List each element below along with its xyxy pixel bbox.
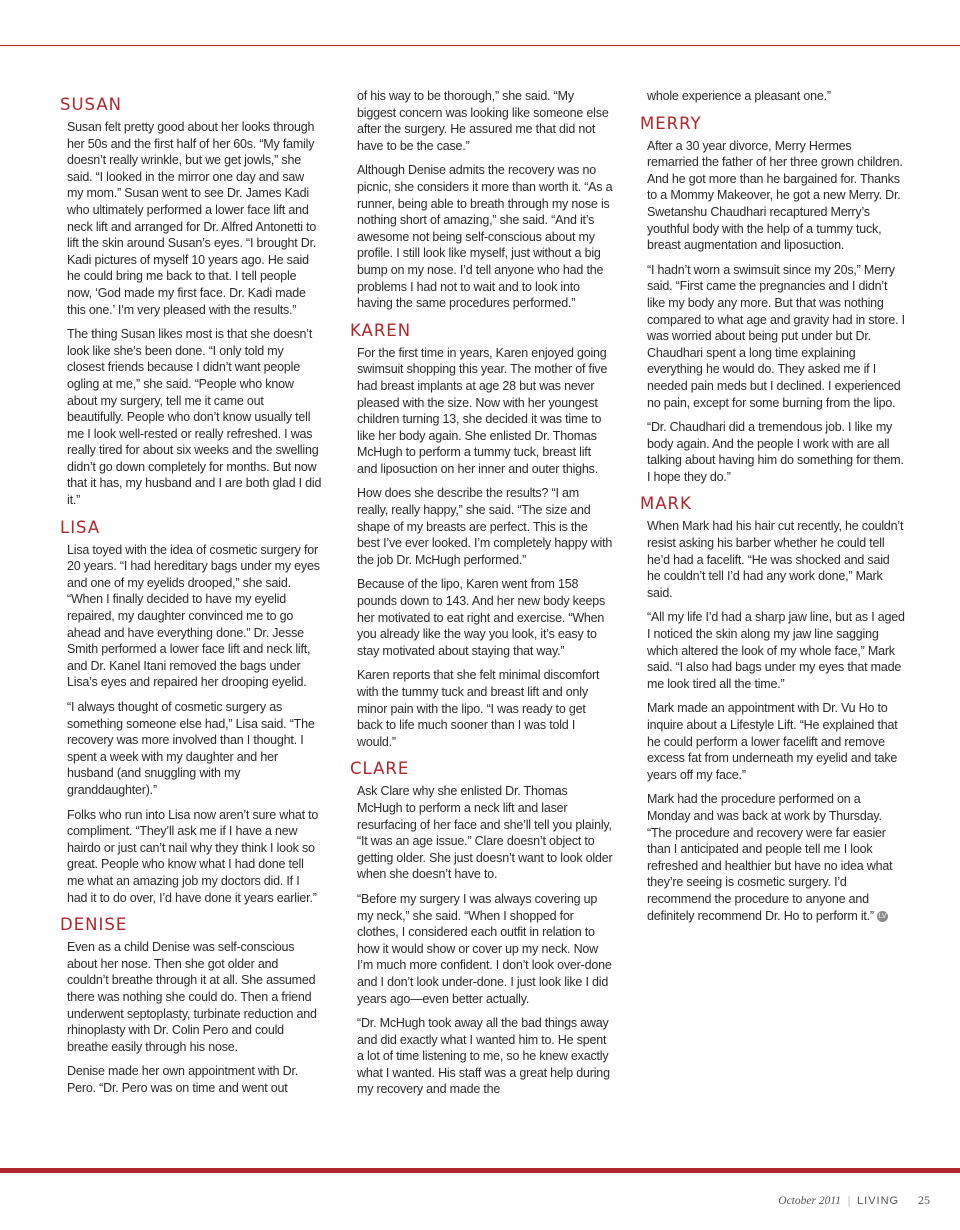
paragraph: Karen reports that she felt minimal discomfort with the tummy tuck and breast lift and only minor pain with the lipo. “I was ready to get back to life much sooner than I was told I would.” (357, 668, 600, 749)
column-2 (350, 88, 613, 1106)
section-title-clare: CLARE (350, 759, 410, 779)
bottom-rule (0, 1168, 960, 1173)
paragraph: Ask Clare why she enlisted Dr. Thomas McHugh to perform a neck lift and laser resurfacing of her face and she’ll tell you plainly, “It was an age issue.” Clare doesn’t object to getting older. She just doesn’t want to look older when she doesn’t have to. (357, 784, 613, 882)
paragraph: How does she describe the results? “I am really, really happy,” she said. “The size and shape of my breasts are perfect. This is the best I’ve ever looked. I’m completely happy with the job Dr. McHugh performed.” (357, 486, 613, 567)
paragraph: “All my life I’d had a sharp jaw line, but as I aged I noticed the skin along my jaw line sagging which altered the look of my whole face,” Mark said. “I also had bags under my eyes that made me look tired all the time.” (647, 610, 905, 691)
paragraph: Mark made an appointment with Dr. Vu Ho to inquire about a Lifestyle Lift. “He explained that he could perform a lower facelift and remove excess fat from underneath my eyelid and take years off my face.” (647, 701, 898, 782)
paragraph: For the first time in years, Karen enjoyed going swimsuit shopping this year. The mother of five had breast implants at age 28 but was never pleased with the size. Now with her youngest children turning 13, she decided it was time to like her body again. She enlisted Dr. Thomas McHugh to perform a tummy tuck, breast lift and liposuction on her inner and outer thighs. (357, 345, 608, 476)
section-title-mark: MARK (640, 494, 692, 514)
paragraph-last (640, 791, 905, 924)
section-title-susan: SUSAN (60, 95, 122, 114)
paragraph: Because of the lipo, Karen went from 158 pounds down to 143. And her new body keeps her motivated to eat right and exercise. “When you already like the way you look, it’s easy to stay motivated about staying that way.” (357, 577, 606, 658)
paragraph: Folks who run into Lisa now aren’t sure what to compliment. “They’ll ask me if I have a new hairdo or just can’t nail why they think I look so great. People who know what I had done tell me what an amazing job my doctors did. If I had it to do over, I’d have done it years earlier.” (67, 807, 319, 905)
paragraph-text: Mark had the procedure performed on a Monday and was back at work by Thursday. “The procedure and recovery were far easier than I anticipated and people tell me I look refreshed and healthier but have no idea what they’re seeing is cosmetic surgery. I’d recommend the procedure to anyone and definitely recommend Dr. Ho to perform it.” (647, 792, 893, 923)
paragraph: Susan felt pretty good about her looks through her 50s and the first half of her 60s. “My family doesn’t really wrinkle, but we get jowls,” she said. “I looked in the mirror one day and saw my mom.” Susan went to see Dr. James Kadi who ultimately performed a lower face lift and neck lift and arranged for Dr. Alfred Antonetti to lift the skin around Susan’s eyes. “I brought Dr. Kadi pictures of myself 10 years ago. He said he could bring me back to that. I tell people now, ‘God made my first face. Dr. Kadi made this one.’ I’m very pleased with the results.” (67, 120, 317, 317)
paragraph: “I hadn’t worn a swimsuit since my 20s,” Merry said. “First came the pregnancies and I didn’t like my body any more. But that was nothing compared to what age and gravity had in store. I was worried about being put under but Dr. Chaudhari spent a long time explaining everything he would do. They asked me if I needed pain meds but I declined. I experienced no pain, except for some burning from the lipo. (647, 262, 905, 410)
section-title-merry: MERRY (640, 113, 702, 133)
paragraph: Denise made her own appointment with Dr. Pero. “Dr. Pero was on time and went out (67, 1064, 299, 1095)
magazine-name: LIVING (857, 1195, 900, 1207)
paragraph: After a 30 year divorce, Merry Hermes remarried the father of her three grown children. And he got more than he bargained for. Thanks to a Mommy Makeover, he got a new Merry. Dr. Swetanshu Chaudhari recaptured Merry’s youthful body with the help of a tummy tuck, breast augmentation and liposuction. (647, 138, 903, 253)
section-title-karen: KAREN (350, 320, 412, 340)
paragraph: When Mark had his hair cut recently, he couldn’t resist asking his barber whether he could tell he’d had a facelift. “He was shocked and said he couldn’t tell I’d had any work done,” Mark said. (647, 519, 904, 600)
paragraph: Even as a child Denise was self-conscious about her nose. Then she got older and couldn’t breathe through it at all. She assumed there was nothing she could do. Then a friend underwent septoplasty, turbinate reduction and rhinoplasty with Dr. Colin Pero and could breathe easily through his nose. (67, 940, 317, 1054)
paragraph: “Dr. McHugh took away all the bad things away and did exactly what I wanted him to. He spent a lot of time listening to me, so he knew exactly what I wanted. His staff was a great help during my recovery and made the (357, 1016, 610, 1097)
section-title-denise: DENISE (60, 915, 128, 935)
issue-date: October 2011 (778, 1195, 841, 1207)
paragraph: Although Denise admits the recovery was no picnic, she considers it more than worth it. “As a runner, being able to breath through my nose is nothing short of amazing,” she said. “And it’s awesome not being self-conscious about my profile. I still look like myself, just without a big bump on my nose. I’d tell anyone who had the problems I had not to wait and to look into having the same procedures performed.” (357, 163, 613, 311)
paragraph: Lisa toyed with the idea of cosmetic surgery for 20 years. “I had hereditary bags under my eyes and one of my eyelids drooped,” she said. “When I finally decided to have my eyelid repaired, my daughter convinced me to go ahead and have everything done.” Dr. Jesse Smith performed a lower face lift and neck lift, and Dr. Kanel Itani removed the bags under Lisa’s eyes and repaired her drooping eyelid. (67, 542, 320, 690)
page-footer (778, 1193, 930, 1208)
paragraph: whole experience a pleasant one.” (647, 89, 831, 103)
paragraph: “Before my surgery I was always covering up my neck,” she said. “When I shopped for clothes, I considered each outfit in relation to how it would show or cover up my neck. Now I’m much more confident. I don’t look over-done and I don’t look under-done. I just look like I did years ago—even better actually. (357, 891, 612, 1006)
page-number: 25 (918, 1193, 930, 1207)
column-1 (60, 88, 322, 1104)
end-mark-icon: LV (878, 912, 887, 920)
paragraph: of his way to be thorough,” she said. “My biggest concern was looking like someone else after the surgery. He assured me that did not have to be the case.” (357, 89, 609, 153)
footer-separator: | (847, 1195, 851, 1207)
paragraph: “Dr. Chaudhari did a tremendous job. I like my body again. And the people I work with are all talking about having him do something for them. I hope they do.” (647, 420, 904, 484)
top-rule (0, 45, 960, 46)
section-title-lisa: LISA (60, 517, 101, 537)
paragraph: “I always thought of cosmetic surgery as something someone else had,” Lisa said. “The recovery was more involved than I thought. I spent a week with my daughter and her husband (and snuggling with my granddaughter).” (67, 700, 315, 797)
column-3 (640, 88, 905, 932)
paragraph: The thing Susan likes most is that she doesn’t look like she’s been done. “I only told my closest friends because I didn’t want people ogling at me,” she said. “People who know about my surgery, tell me it came out beautifully. People who don’t know usually tell me I look well-rested or really refreshed. I was really tired for about six weeks and the swelling didn’t go down completely for months. But now that it has, my husband and I are both glad I did it.” (67, 327, 322, 508)
